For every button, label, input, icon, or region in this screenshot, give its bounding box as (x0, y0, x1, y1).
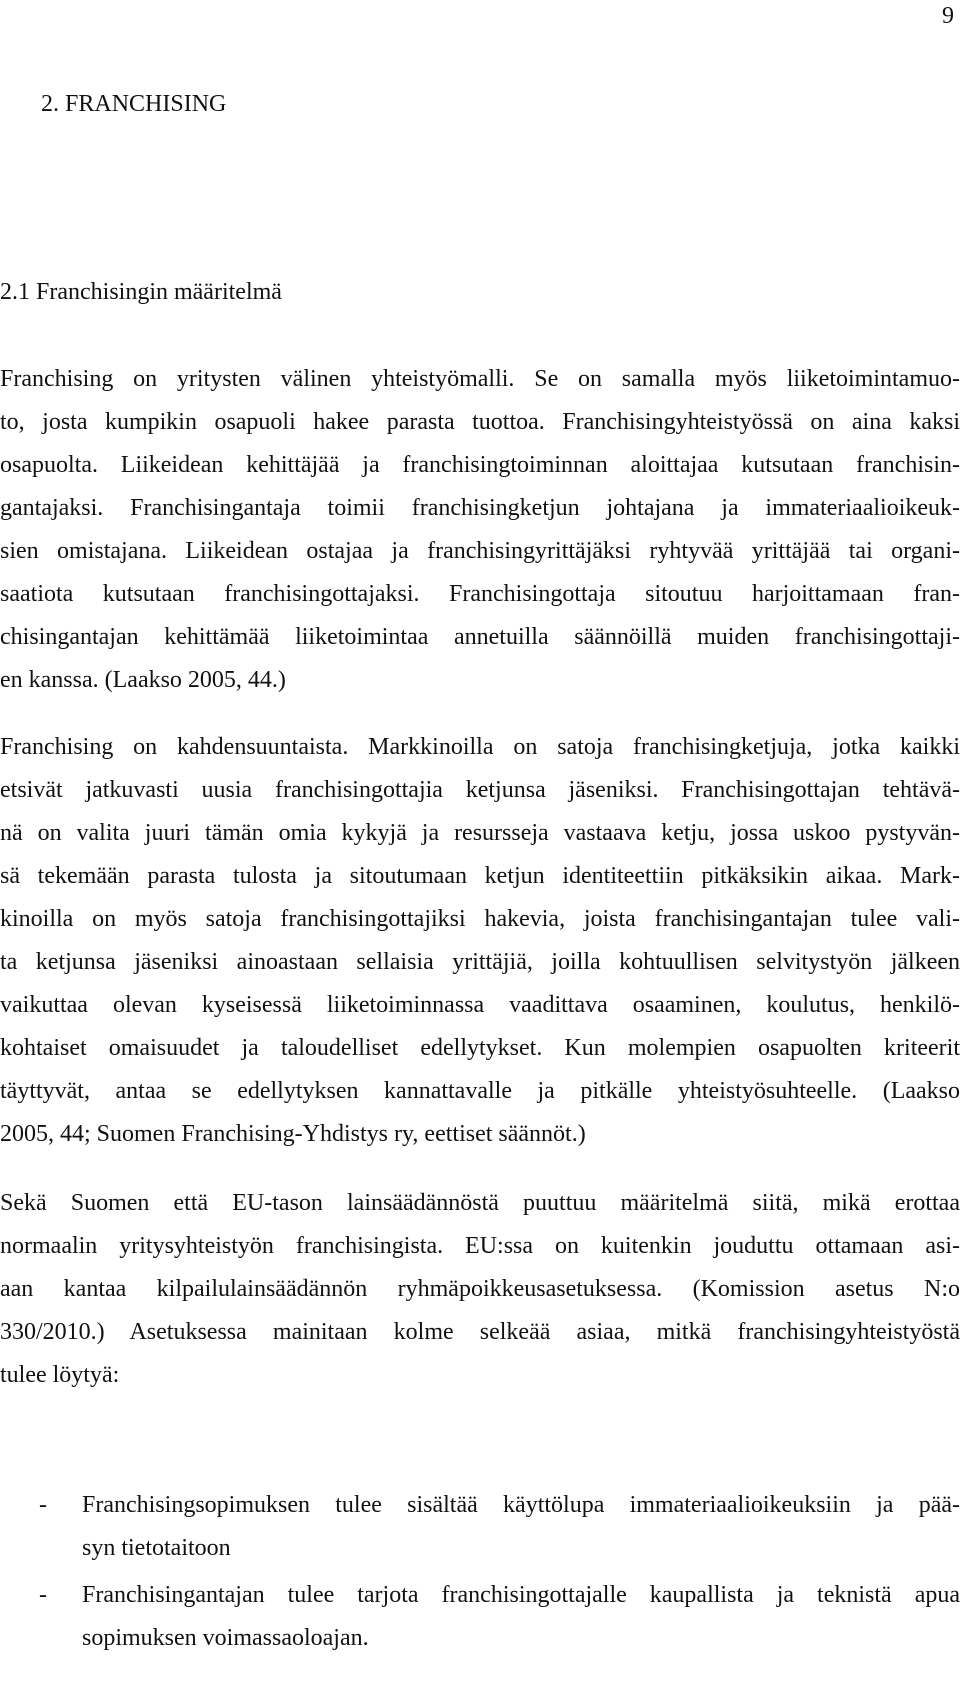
paragraph-line: Franchising on kahdensuuntaista. Markkinoilla on satoja franchisingketjuja, jotka kaikki (0, 734, 960, 760)
list-item-text (82, 1484, 960, 1570)
list-bullet: - (39, 1582, 47, 1608)
paragraph-line: kohtaiset omaisuudet ja taloudelliset edellytykset. Kun molempien osapuolten kriteerit (0, 1035, 960, 1061)
paragraph-line: nä on valita juuri tämän omia kykyjä ja resursseja vastaava ketju, jossa uskoo pystyvän- (0, 820, 960, 846)
list-item-line: syn tietotaitoon (82, 1535, 231, 1561)
paragraph-two-way (0, 726, 960, 1156)
paragraph-line: gantajaksi. Franchisingantaja toimii franchisingketjun johtajana ja immateriaalioikeuk- (0, 495, 960, 521)
paragraph-line: en kanssa. (Laakso 2005, 44.) (0, 667, 286, 693)
paragraph-line: täyttyvät, antaa se edellytyksen kannattavalle ja pitkälle yhteistyösuhteelle. (Laakso (0, 1078, 960, 1104)
list-item-line: sopimuksen voimassaoloajan. (82, 1625, 369, 1651)
paragraph-line: Franchising on yritysten välinen yhteistyömalli. Se on samalla myös liiketoimintamuo- (0, 366, 960, 392)
paragraph-line: sien omistajana. Liikeidean ostajaa ja franchisingyrittäjäksi ryhtyvää yrittäjää tai organi- (0, 538, 960, 564)
paragraph-line: kinoilla on myös satoja franchisingottajiksi hakevia, joista franchisingantajan tulee vali- (0, 906, 960, 932)
paragraph-line: 2005, 44; Suomen Franchising-Yhdistys ry, eettiset säännöt.) (0, 1121, 586, 1147)
paragraph-line: 330/2010.) Asetuksessa mainitaan kolme selkeää asiaa, mitkä franchisingyhteistyöstä (0, 1319, 960, 1345)
list-item-line: Franchisingantajan tulee tarjota franchisingottajalle kaupallista ja teknistä apua (82, 1582, 960, 1608)
paragraph-line: tulee löytyä: (0, 1362, 120, 1388)
paragraph-line: to, josta kumpikin osapuoli hakee parasta tuottoa. Franchisingyhteistyössä on aina kaksi (0, 409, 960, 435)
page-number: 9 (942, 3, 954, 29)
paragraph-line: Sekä Suomen että EU-tason lainsäädännöstä puuttuu määritelmä siitä, mikä erottaa (0, 1190, 960, 1216)
list-bullet: - (39, 1492, 47, 1518)
paragraph-line: normaalin yritysyhteistyön franchisingista. EU:ssa on kuitenkin jouduttu ottamaan asi- (0, 1233, 960, 1259)
paragraph-line: ta ketjunsa jäseniksi ainoastaan sellaisia yrittäjiä, joilla kohtuullisen selvitystyön jälkeen (0, 949, 960, 975)
paragraph-line: etsivät jatkuvasti uusia franchisingottajia ketjunsa jäseniksi. Franchisingottajan tehtävä- (0, 777, 960, 803)
paragraph-line: aan kantaa kilpailulainsäädännön ryhmäpoikkeusasetuksessa. (Komission asetus N:o (0, 1276, 960, 1302)
paragraph-legislation (0, 1182, 960, 1397)
section-title: 2.1 Franchisingin määritelmä (0, 279, 282, 305)
paragraph-line: saatiota kutsutaan franchisingottajaksi. Franchisingottaja sitoutuu harjoittamaan fran- (0, 581, 960, 607)
paragraph-line: chisingantajan kehittämää liiketoimintaa annetuilla säännöillä muiden franchisingottaji- (0, 624, 960, 650)
paragraph-line: sä tekemään parasta tulosta ja sitoutumaan ketjun identiteettiin pitkäksikin aikaa. Mark- (0, 863, 960, 889)
list-item-text (82, 1574, 960, 1660)
paragraph-definition (0, 358, 960, 702)
paragraph-line: vaikuttaa olevan kyseisessä liiketoiminnassa vaadittava osaaminen, koulutus, henkilö- (0, 992, 960, 1018)
chapter-title: 2. FRANCHISING (41, 91, 227, 117)
paragraph-line: osapuolta. Liikeidean kehittäjää ja franchisingtoiminnan aloittajaa kutsutaan franchisin- (0, 452, 960, 478)
list-item-line: Franchisingsopimuksen tulee sisältää käyttölupa immateriaalioikeuksiin ja pää- (82, 1492, 960, 1518)
